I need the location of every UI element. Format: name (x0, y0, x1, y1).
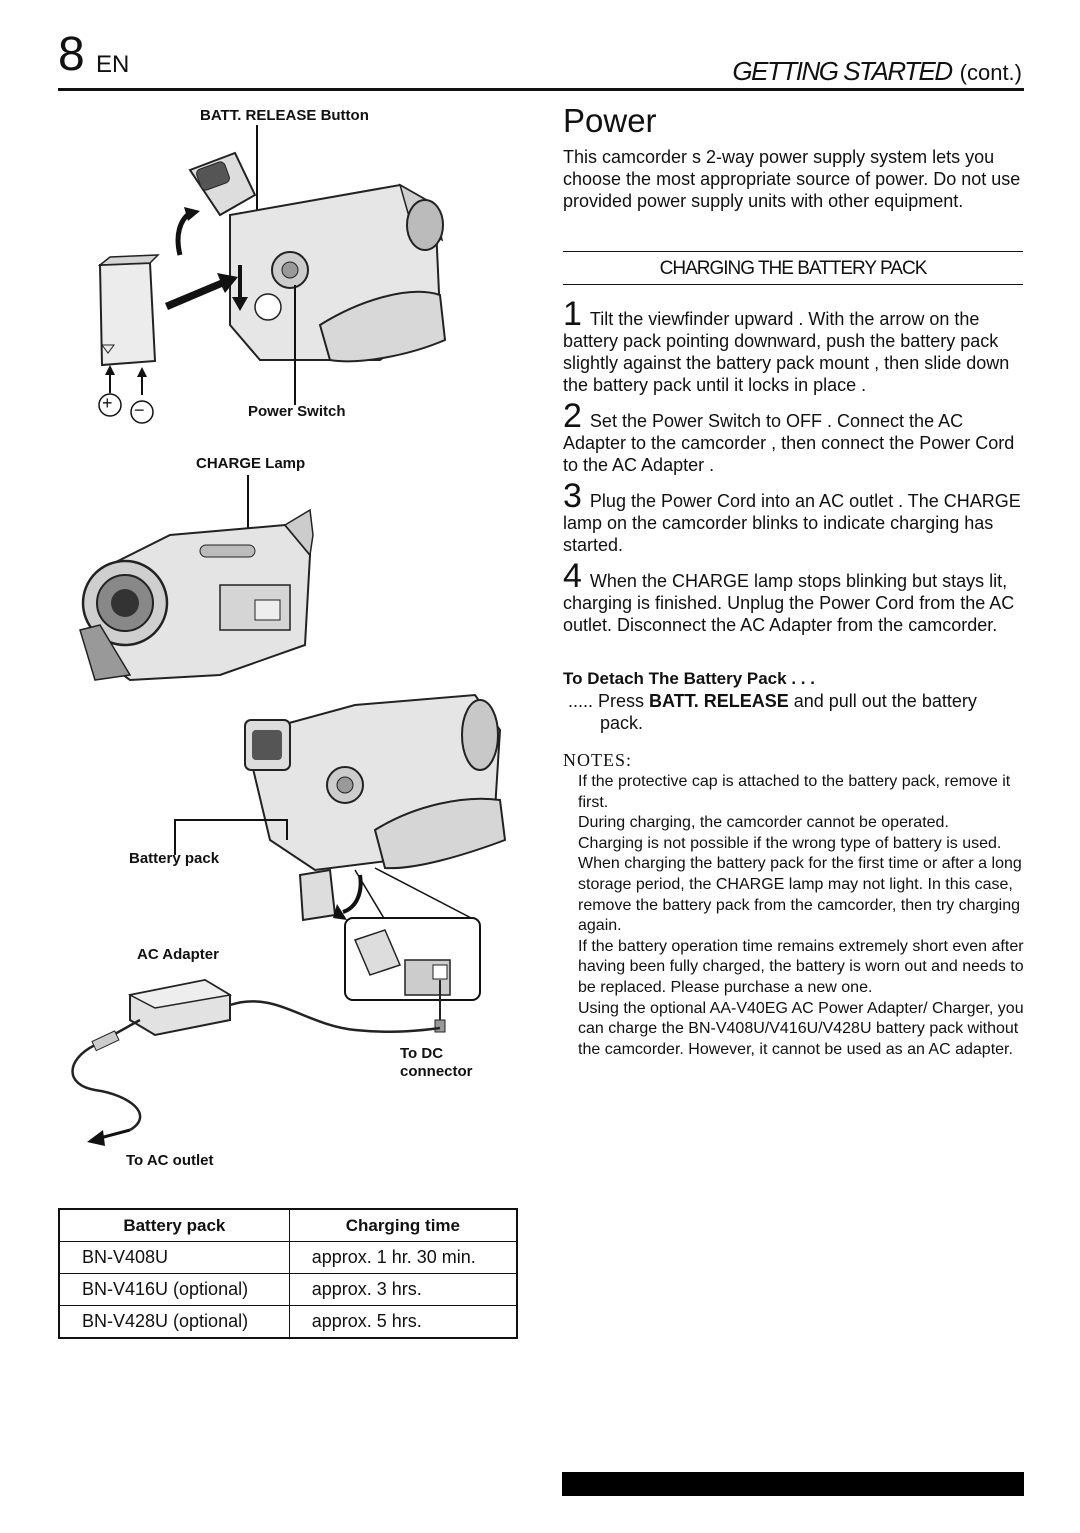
section-title-text: GETTING STARTED (732, 56, 952, 86)
step-1 (563, 295, 1028, 396)
note-item: During charging, the camcorder cannot be operated. (578, 814, 949, 832)
charging-section-title: CHARGING THE BATTERY PACK (659, 258, 927, 279)
note-item: If the battery operation time remains extremely short even after having been fully charged, the battery is worn out and needs to be replaced. Please purchase a new one. (578, 937, 1024, 996)
intro-paragraph: This camcorder s 2-way power supply system lets you choose the most appropriate source of power. Do not use provided power supply units with other equipment. (563, 147, 1021, 211)
to-ac-outlet-label: To AC outlet (126, 1152, 214, 1169)
table-cell: BN-V428U (optional) (59, 1306, 289, 1339)
detach-instruction (568, 690, 1023, 734)
table-cell: BN-V408U (59, 1242, 289, 1274)
footer-bar (562, 1472, 1024, 1496)
ac-adapter-connection-illustration (55, 690, 515, 1150)
power-heading: Power (563, 102, 657, 139)
section-title (732, 56, 1022, 87)
minus-symbol: − (134, 400, 145, 420)
table-header-battery: Battery pack (59, 1209, 289, 1242)
to-dc-label: To DC (400, 1045, 444, 1062)
table-cell: approx. 3 hrs. (289, 1274, 517, 1306)
charge-lamp-label: CHARGE Lamp (196, 455, 306, 472)
note-item: Charging is not possible if the wrong type of battery is used. (578, 834, 1002, 852)
battery-pack-label: Battery pack (129, 850, 220, 867)
camcorder-front-illustration (70, 475, 320, 695)
step-number: 4 (563, 557, 582, 595)
header-divider (58, 88, 1024, 91)
detach-prefix: ..... Press (568, 691, 650, 711)
divider (563, 251, 1023, 252)
step-text: When the CHARGE lamp stops blinking but stays lit, charging is finished. Unplug the Power Cord from the AC outlet. Disconnect the AC Adapter from the camcorder. (563, 571, 1015, 635)
table-header-charging-time: Charging time (289, 1209, 517, 1242)
step-2 (563, 397, 1028, 476)
connector-label: connector (400, 1063, 473, 1080)
table-header-row (59, 1209, 517, 1242)
step-3 (563, 477, 1028, 556)
note-item: Using the optional AA-V40EG AC Power Adapter/ Charger, you can charge the BN-V408U/V416U/V428U battery pack without the camcorder. However, it cannot be used as an AC adapter. (578, 999, 1024, 1058)
detach-bold: BATT. RELEASE (649, 691, 789, 711)
notes-list (578, 772, 1026, 1060)
table-cell: approx. 1 hr. 30 min. (289, 1242, 517, 1274)
note-item: If the protective cap is attached to the battery pack, remove it first. (578, 773, 1011, 811)
step-4 (563, 557, 1028, 636)
step-text: Tilt the viewfinder upward . With the arrow on the battery pack pointing downward, push the battery pack slightly against the battery pack mount , then slide down the battery pack until it locks in place . (563, 309, 1010, 395)
notes-title: NOTES: (563, 750, 632, 770)
table-row (59, 1274, 517, 1306)
step-number: 3 (563, 477, 582, 515)
step-number: 2 (563, 397, 582, 435)
step-text: Plug the Power Cord into an AC outlet . The CHARGE lamp on the camcorder blinks to indicate charging has started. (563, 491, 1021, 555)
camcorder-battery-illustration (80, 125, 470, 425)
step-number: 1 (563, 295, 582, 333)
table-cell: BN-V416U (optional) (59, 1274, 289, 1306)
divider (563, 284, 1023, 285)
table-cell: approx. 5 hrs. (289, 1306, 517, 1339)
table-row (59, 1242, 517, 1274)
table-row (59, 1306, 517, 1339)
language-code: EN (96, 51, 130, 78)
cont-label: (cont.) (959, 60, 1022, 85)
plus-symbol: + (102, 393, 113, 413)
step-text: Set the Power Switch to OFF . Connect the AC Adapter to the camcorder , then connect the Power Cord to the AC Adapter . (563, 411, 1015, 475)
charging-time-table (58, 1208, 518, 1339)
detach-line2: pack. (600, 713, 644, 733)
batt-release-label: BATT. RELEASE Button (200, 107, 369, 124)
ac-adapter-label: AC Adapter (137, 946, 219, 963)
detach-heading: To Detach The Battery Pack . . . (563, 669, 815, 688)
note-item: When charging the battery pack for the first time or after a long storage period, the CHARGE lamp may not light. In this case, remove the battery pack from the camcorder, then try charging again. (578, 855, 1022, 935)
page-number: 8 (58, 28, 85, 81)
detach-suffix: and pull out the battery (788, 691, 977, 711)
power-switch-label: Power Switch (248, 403, 346, 420)
